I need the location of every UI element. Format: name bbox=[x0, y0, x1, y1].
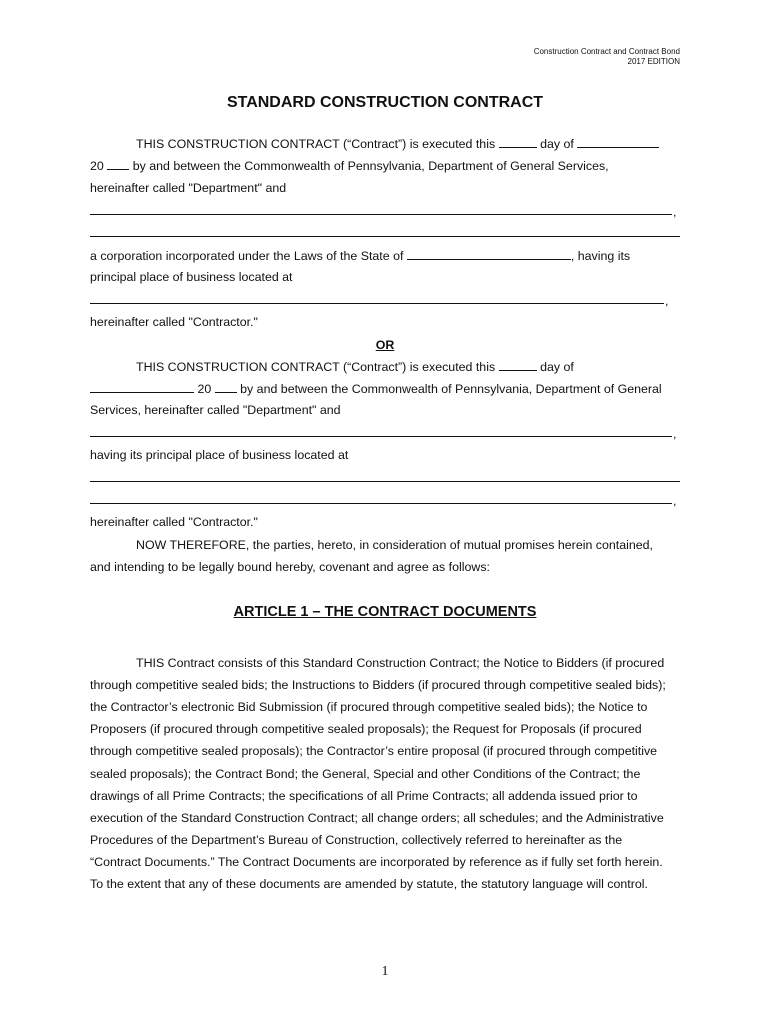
article-1-line: To the extent that any of these documents are amended by statute, the statutory language will control. bbox=[90, 877, 648, 891]
part2-line-6: NOW THEREFORE, the parties, hereto, in consideration of mutual promises herein contained, bbox=[136, 538, 653, 552]
part2-address-line-2[interactable] bbox=[90, 503, 672, 504]
part1-line-1 bbox=[136, 135, 659, 152]
part1-having-text: , having its bbox=[570, 249, 631, 263]
article-1-heading-row bbox=[0, 603, 770, 621]
comma: , bbox=[673, 494, 677, 508]
part1-contractor-name-line-2[interactable] bbox=[90, 236, 680, 237]
comma: , bbox=[665, 294, 669, 308]
part1-day-blank[interactable] bbox=[499, 135, 537, 148]
or-separator bbox=[0, 336, 770, 354]
part1-line-2 bbox=[90, 157, 609, 174]
part1-contractor-name-line[interactable] bbox=[90, 214, 672, 215]
part1-line-5: principal place of business located at bbox=[90, 270, 293, 284]
article-1-line: execution of the Standard Construction Contract; all change orders; all schedules; and the Administrative bbox=[90, 811, 664, 825]
page-number: 1 bbox=[381, 964, 389, 979]
part2-executed-text: THIS CONSTRUCTION CONTRACT (“Contract”) is executed this bbox=[136, 360, 496, 374]
part1-line-4 bbox=[90, 247, 630, 264]
article-1-line: sealed proposals); the Contract Bond; the General, Special and other Conditions of the Contract; the bbox=[90, 767, 641, 781]
article-1-line: Proposers (if procured through competitive sealed proposals); the Request for Proposals (if procured bbox=[90, 722, 642, 736]
part1-year-prefix: 20 bbox=[90, 159, 104, 173]
article-1-line: through competitive sealed proposals); the Contractor’s entire proposal (if procured through competitive bbox=[90, 744, 658, 758]
part2-year-prefix: 20 bbox=[197, 382, 212, 396]
part2-line-1 bbox=[136, 358, 574, 375]
part1-line-3: hereinafter called "Department" and bbox=[90, 181, 287, 195]
part2-dayof-text: day of bbox=[540, 360, 574, 374]
part2-line-3: Services, hereinafter called "Department" and bbox=[90, 403, 341, 417]
article-1-line: drawings of all Prime Contracts; the specifications of all Prime Contracts; all addenda issued prior to bbox=[90, 789, 638, 803]
part2-address-line-1[interactable] bbox=[90, 481, 680, 482]
part2-contractor-name-line[interactable] bbox=[90, 436, 672, 437]
part1-between-text: by and between the Commonwealth of Pennsylvania, Department of General Services, bbox=[132, 159, 609, 173]
part1-year-blank[interactable] bbox=[107, 157, 129, 170]
part2-line-5: hereinafter called "Contractor." bbox=[90, 515, 258, 529]
comma: , bbox=[673, 427, 677, 441]
comma: , bbox=[673, 205, 677, 219]
part1-executed-text: THIS CONSTRUCTION CONTRACT (“Contract”) is executed this bbox=[136, 137, 496, 151]
article-1-line: Procedures of the Department’s Bureau of Construction, collectively referred to hereinafter as the bbox=[90, 833, 623, 847]
page-title: STANDARD CONSTRUCTION CONTRACT bbox=[226, 94, 544, 111]
article-1-heading: ARTICLE 1 – THE CONTRACT DOCUMENTS bbox=[233, 604, 537, 620]
page-number-row bbox=[0, 962, 770, 980]
edition-header bbox=[534, 47, 680, 67]
part2-line-7: and intending to be legally bound hereby, covenant and agree as follows: bbox=[90, 560, 490, 574]
part2-line-2 bbox=[90, 380, 662, 397]
part1-state-blank[interactable] bbox=[407, 247, 571, 260]
part1-month-blank[interactable] bbox=[577, 135, 659, 148]
part2-year-blank[interactable] bbox=[215, 380, 237, 393]
part2-day-blank[interactable] bbox=[499, 358, 537, 371]
part2-line-4: having its principal place of business located at bbox=[90, 448, 349, 462]
header-line-1: Construction Contract and Contract Bond bbox=[533, 47, 680, 56]
article-1-line: THIS Contract consists of this Standard Construction Contract; the Notice to Bidders (if procured bbox=[136, 656, 665, 670]
part1-corporation-text: a corporation incorporated under the Laws of the State of bbox=[90, 249, 404, 263]
part1-dayof-text: day of bbox=[540, 137, 574, 151]
part2-between-text: by and between the Commonwealth of Pennsylvania, Department of General bbox=[240, 382, 662, 396]
article-1-line: through competitive sealed bids; the Instructions to Bidders (if procured through competitive sealed bids); bbox=[90, 678, 666, 692]
part1-address-line[interactable] bbox=[90, 303, 664, 304]
part1-line-6: hereinafter called "Contractor." bbox=[90, 315, 258, 329]
header-line-2: 2017 EDITION bbox=[627, 57, 680, 66]
or-label: OR bbox=[375, 338, 395, 352]
article-1-line: the Contractor’s electronic Bid Submission (if procured through competitive sealed bids); the Notice to bbox=[90, 700, 648, 714]
article-1-line: “Contract Documents.” The Contract Documents are incorporated by reference as if fully set forth herein. bbox=[90, 855, 663, 869]
part2-month-blank[interactable] bbox=[90, 380, 194, 393]
